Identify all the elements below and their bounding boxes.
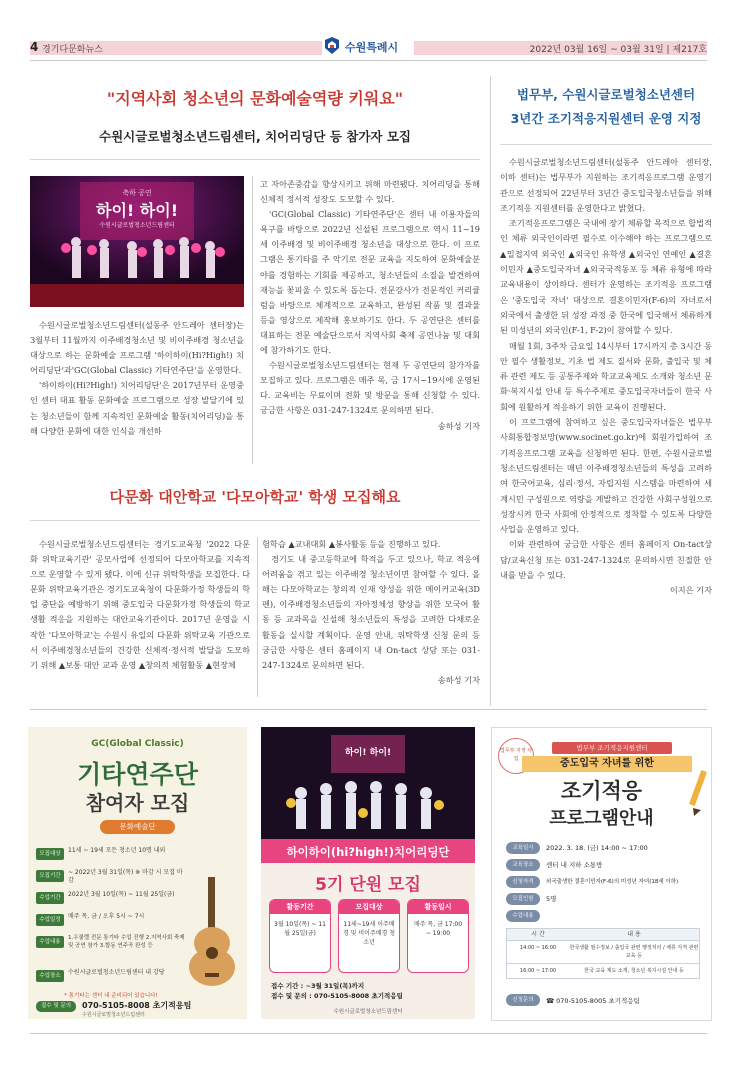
guitar-poster-row: [36, 933, 186, 967]
article1-col2: [260, 177, 480, 434]
row-label: 모집기간: [36, 870, 64, 882]
guitar-poster-row: [36, 967, 186, 989]
row-value: 2022년 3월 10일(목) ~ 11월 25일(금): [68, 891, 175, 898]
program-row: [506, 857, 698, 874]
article3-para: 매월 1회, 3주차 금요일 14시부터 17시까지 총 3시간 동안 필수 생활정보, 기초 법 제도 질서와 문화, 출입국 및 체류 관련 제도 등 공통주제와 학교교육제도 소개와 청소년 문화·복지시설 안내 등 특수주제로 중도입국자녀들이 한국 사회에 원활하게 적응하기 위한 교육이 진행된다.: [500, 340, 712, 412]
article3-para: 조기적응프로그램은 국내에 장기 체류할 목적으로 합법적인 체류 외국인이라면 필수로 이수해야 하는 프로그램으로 ▲밀접지역 외국인 ▲외국인 유학생 ▲외국인 연예인 ▲결혼이민자 ▲중도입국자녀 ▲외국국적동포 등 체류 유형에 따라 교육내용이 상이하다. 센터가 운영하는 조기적응 프로그램은 '중도입국 자녀' 대상으로 결혼이민자(F-6)의 자녀로서 외국에서 출생한 뒤 성장 과정 중 한국에 입국해서 체류하게 된 미성년의 외국인(F-1, F-2)이 참여할 수 있다.: [500, 218, 712, 336]
info-box-label: 활동기간: [270, 900, 330, 914]
row-label: 교육일시: [506, 842, 540, 854]
article2-author: 송하성 기자: [437, 674, 480, 685]
program-row: [506, 891, 698, 908]
article3-para: 수원시글로벌청소년드림센터(설동주 안드레아 센터장, 이하 센터)는 법무부가 지원하는 조기적응프로그램 운영기관으로 선정되어 22년부터 3년간 중도입국청소년들을 위해 조기적응 지원센터를 운영한다고 밝혔다.: [500, 157, 712, 213]
header-rule: [30, 60, 707, 61]
row-value: ~ 2022년 3월 31일(목) ※ 마감 시 모집 마감: [68, 869, 183, 884]
guitar-poster-row: [36, 889, 186, 911]
article3-title-line2: 3년간 조기적응지원센터 운영 지정: [510, 111, 702, 126]
table-cell: 한국 교육 제도 소개, 청소년 복지시설 안내 등: [584, 968, 684, 974]
row-value: 2022. 3. 18. (금) 14:00 ~ 17:00: [546, 844, 648, 852]
table-cell: 14:00 ~ 16:00: [519, 945, 557, 951]
article3-title-line1: 법무부, 수원시글로벌청소년센터: [516, 87, 696, 102]
article3-body: [500, 155, 712, 599]
footer-rule: [30, 1033, 707, 1034]
cheer-info-box: [269, 899, 331, 973]
guitar-poster-row: [36, 911, 186, 933]
row-value: 매주 목, 금 / 오후 5시 ~ 7시: [68, 913, 145, 920]
article1-rule: [30, 159, 480, 160]
article1-para: 고 자아존중감을 향상시키고 위해 마련됐다. 치어리딩을 통해 신체적 정서적 성장도 도모할 수 있다.: [260, 179, 480, 205]
table-cell: 16:00 ~ 17:00: [519, 968, 557, 974]
program-badge: 법무부 조기적응지원센터: [552, 742, 672, 754]
info-box-label: 모집대상: [339, 900, 399, 914]
article1-para: 수원시글로벌청소년드림센터(설동주 안드레아 센터장)는 3월부터 11월까지 이주배경청소년 및 비이주배경 청소년을 대상으로 하는 문화예술 프로그램 '하이하이(Hi?High!) 치어리딩단'과'GC(Global Classic) 기타연주단'을 운영한다.: [30, 320, 244, 376]
article3-para: 이 프로그램에 참여하고 싶은 중도입국자녀들은 법무부 사회통합정보망(www.socinet.go.kr)에 회원가입하여 조기적응프로그램 교육을 신청하면 된다. 한편, 수원시글로벌청소년드림센터는 매년 이주배경청소년들의 특성을 고려하여 한국어교육, 심리·정서, 자립지원 시스템을 마련하여 세계시민 구성원으로 역량을 계발하고 건강한 사회구성원으로 성장시켜 한국 사회에 안정적으로 정착할 수 있도록 다양한 사업을 운영하고 있다.: [500, 417, 712, 535]
program-line3: 프로그램안내: [549, 808, 654, 829]
program-row: [506, 840, 698, 857]
program-table-head: [507, 929, 699, 940]
program-rows: [506, 840, 698, 925]
program-contact: ☎ 070-5105-8005 초기적응팀: [546, 997, 640, 1005]
row-label: 수업일정: [36, 914, 64, 926]
guitar-poster-rows: [36, 845, 186, 989]
article2-para: 경기도 내 중고등학교에 학적을 두고 있으나, 학교 적응에 어려움을 겪고 있는 이주배경 청소년이면 참여할 수 있다. 올해는 다모아학교는 창의적 인재 양성을 위한 메이커교육(3D펜), 이주배경청소년들의 자아정체성 향상을 위한 모국어 활동 등 교과목을 신설해 청소년들의 특성을 고려한 다채로운 활동을 실시할 계획이다. 운영 안내, 위탁학생 신청 문의 등 궁금한 사항은 센터 홈페이지 내 On-tact 상담 또는 031-247-1324로 문의하면 된다.: [262, 554, 480, 670]
guitar-poster-contact-label: 접수 및 문의: [36, 1001, 76, 1012]
article1-para: '하이하이(Hi?High!) 치어리딩단'은 2017년부터 운영중인 센터 대표 활동 문화예술 프로그램으로 성장 발달기에 있는 청소년들이 함께 지속적인 문화예술 활동(치어리딩)을 통해 다양한 문화에 대한 인식을 개선하: [30, 380, 244, 436]
guitar-poster: [28, 727, 247, 1019]
cheer-team-photo: [30, 176, 244, 307]
program-row: [506, 874, 698, 891]
table-head-cell: 시 간: [531, 931, 545, 938]
article2-rule: [30, 520, 480, 521]
article3-para: 이와 관련하여 궁금한 사항은 센터 홈페이지 On-tact상담/교육신청 또는 031-247-1324로 문의하시면 친절한 안내를 받을 수 있다.: [500, 539, 712, 581]
column-divider: [257, 537, 258, 697]
paper-name: 경기다문화뉴스: [42, 45, 103, 55]
program-contact-label: 신청문의: [506, 994, 540, 1006]
program-row: [506, 908, 698, 925]
column-divider: [252, 176, 253, 464]
program-line2: 조기적응: [560, 779, 643, 803]
pencil-icon: [688, 768, 708, 818]
cheer-photo-text: 하이! 하이!: [344, 748, 392, 758]
row-value: 11세 ~ 19세 모든 청소년 10명 내외: [68, 847, 166, 854]
article1-author: 송하성 기자: [437, 420, 480, 431]
guitar-poster-badge: 문화예술단: [100, 820, 175, 834]
cheer-photo-illustration: [261, 727, 475, 839]
article1-title: "지역사회 청소년의 문화예술역량 키워요": [106, 89, 404, 108]
table-head-cell: 내 용: [627, 931, 641, 938]
program-table-row: [507, 940, 699, 963]
article3-rule: [500, 144, 712, 145]
section-title: 수원특례시: [345, 41, 399, 54]
city-emblem-icon: [323, 36, 341, 56]
row-label: 신청자격: [506, 876, 540, 888]
row-value: 외국출생한 결혼이민자(F-6)의 미성년 자녀(18세 이하): [546, 879, 679, 885]
article1-subtitle: 수원시글로벌청소년드림센터, 치어리딩단 등 참가자 모집: [99, 129, 411, 144]
article2-para: 험학습 ▲교내대회 ▲봉사활동 등을 진행하고 있다.: [262, 539, 441, 549]
row-label: 모집대상: [36, 848, 64, 860]
cheer-contact: 접수 및 문의 : 070-5105-8008 초기적응팀: [271, 992, 403, 1000]
guitar-poster-top: GC(Global Classic): [91, 739, 184, 749]
row-label: 수업내용: [36, 936, 64, 948]
row-label: 모집인원: [506, 893, 540, 905]
info-box-value: 매주 목, 금 17:00 ~ 19:00: [413, 921, 463, 937]
article2-col2: [262, 537, 480, 688]
article1-col1: [30, 318, 244, 439]
guitar-poster-phone: 070-5105-8008 초기적응팀: [82, 1001, 192, 1010]
info-box-label: 활동일시: [408, 900, 468, 914]
photo-caption-3: 수원시글로벌청소년드림센터: [99, 222, 175, 229]
photo-caption-2: 하이! 하이!: [96, 201, 178, 220]
cheer-poster: [261, 727, 475, 1019]
article1-para: 'GC(Global Classic) 기타연주단'은 센터 내 이용자들의 욕구를 바탕으로 2022년 신설된 프로그램으로 역시 11~19세 이주배경 및 비이주배경 청소년을 대상으로 한다. 이 프로그램은 통기타를 주 악기로 전문 교육을 지도하여 문화예술분야를 경험하는 기회를 제공하고, 청소년들의 소질을 발견하여 재능을 꽃피울 수 있도록 돕는다. 전문강사가 전문적인 커리큘럼을 바탕으로 체계적으로 교육하고, 완성된 작품 및 결과물 등을 영상으로 제작해 홍보하기도 한다. 두 공연단은 센터를 대표하는 전문 예술단으로서 지역사회 축제 공연나눔 및 대회에 참가하기도 한다.: [260, 209, 480, 356]
guitar-poster-title2: 참여자 모집: [85, 791, 190, 815]
article2-col1: [30, 537, 250, 673]
row-value: 5명: [546, 895, 557, 903]
guitar-poster-row: [36, 867, 186, 889]
program-stamp: 법무부 지정 사업: [498, 738, 534, 774]
row-value: 1.우쿨렐 전문 통기타 수업 진행 2.지역사회 축제 및 공연 참가 3.합동 연주곡 완성 등: [68, 935, 185, 949]
guitar-poster-row: [36, 845, 186, 867]
guitar-icon: [183, 877, 241, 987]
guitar-poster-note: * 통기타는 센터 내 준비되어 있습니다!: [64, 993, 158, 999]
info-box-value: 11세~19세 이주배경 및 비이주배경 청소년: [342, 921, 396, 946]
cheer-info-box: [338, 899, 400, 973]
cheer-apply-period: 접수 기간 : ~3월 31일(목)까지: [271, 982, 365, 990]
program-table-row: [507, 963, 699, 978]
program-line1: 중도입국 자녀를 위한: [522, 756, 692, 772]
row-label: 수업기간: [36, 892, 64, 904]
article2-para: 수원시글로벌청소년드림센터는 경기도교육청 '2022 다문화 위탁교육기관' 공모사업에 선정되어 다모아학교를 지속적으로 운영할 수 있게 됐다. 이에 신규 위탁학생을 모집한다. 다문화 위탁교육기관은 경기도교육청이 다문화가정 학생들의 학업 중단을 예방하기 위해 중도입국 다문화가정 학생들의 학교생활 적응을 지원하는 대안교육기관이다. 2017년 운영을 시작한 '다모아학교'는 수원시 유일의 다문화 위탁교육 기관으로서 이주배경청소년들의 건강한 신체적·정서적 발달을 도모하기 위해 ▲보통 대안 교과 운영 ▲창의적 체험활동 ▲현장체: [30, 539, 250, 670]
section-logo: [323, 34, 411, 58]
guitar-poster-org: 수원시글로벌청소년드림센터: [82, 1012, 145, 1018]
row-value: 수원시글로벌청소년드림센터 내 강당: [68, 969, 165, 976]
program-poster: [491, 727, 712, 1021]
section-rule: [30, 709, 707, 710]
row-value: 센터 내 지하 소통방: [546, 861, 603, 869]
article3-author: 이지은 기자: [669, 585, 712, 596]
article1-para: 수원시글로벌청소년드림센터는 현재 두 공연단의 참가자를 모집하고 있다. 프로그램은 매주 목, 금 17시~19시에 운영된다. 교육비는 무료이며 전화 및 방문을 통해 신청할 수 있다. 궁금한 사항은 031-247-1324로 문의하면 된다.: [260, 360, 480, 416]
article2-title: 다문화 대안학교 '다모아학교' 학생 모집해요: [109, 488, 401, 506]
table-cell: 한국생활 필수정보 / 출입국 관련 행정처리 / 체류 자격 관련 교육 등: [569, 945, 699, 959]
cheer-poster-title: 하이하이(hi?high!)치어리딩단: [286, 845, 450, 859]
info-box-value: 3월 10일(목) ~ 11월 25일(금): [274, 921, 326, 937]
guitar-poster-title1: 기타연주단: [77, 760, 198, 789]
row-label: 수업내용: [506, 910, 540, 922]
column-divider: [490, 76, 491, 706]
row-label: 교육장소: [506, 859, 540, 871]
cheer-org: 수원시글로벌청소년드림센터: [333, 1009, 403, 1015]
row-label: 수업장소: [36, 970, 64, 982]
cheer-poster-photo: [261, 727, 475, 839]
cheer-info-box: [407, 899, 469, 973]
program-table: [506, 928, 700, 979]
photo-caption-1: 축하 공연: [122, 189, 152, 197]
cheer-poster-subtitle: 5기 단원 모집: [315, 875, 421, 895]
issue-date: 2022년 03월 16일 ~ 03월 31일 | 제217호: [529, 45, 707, 55]
page-number: 4: [30, 40, 39, 54]
